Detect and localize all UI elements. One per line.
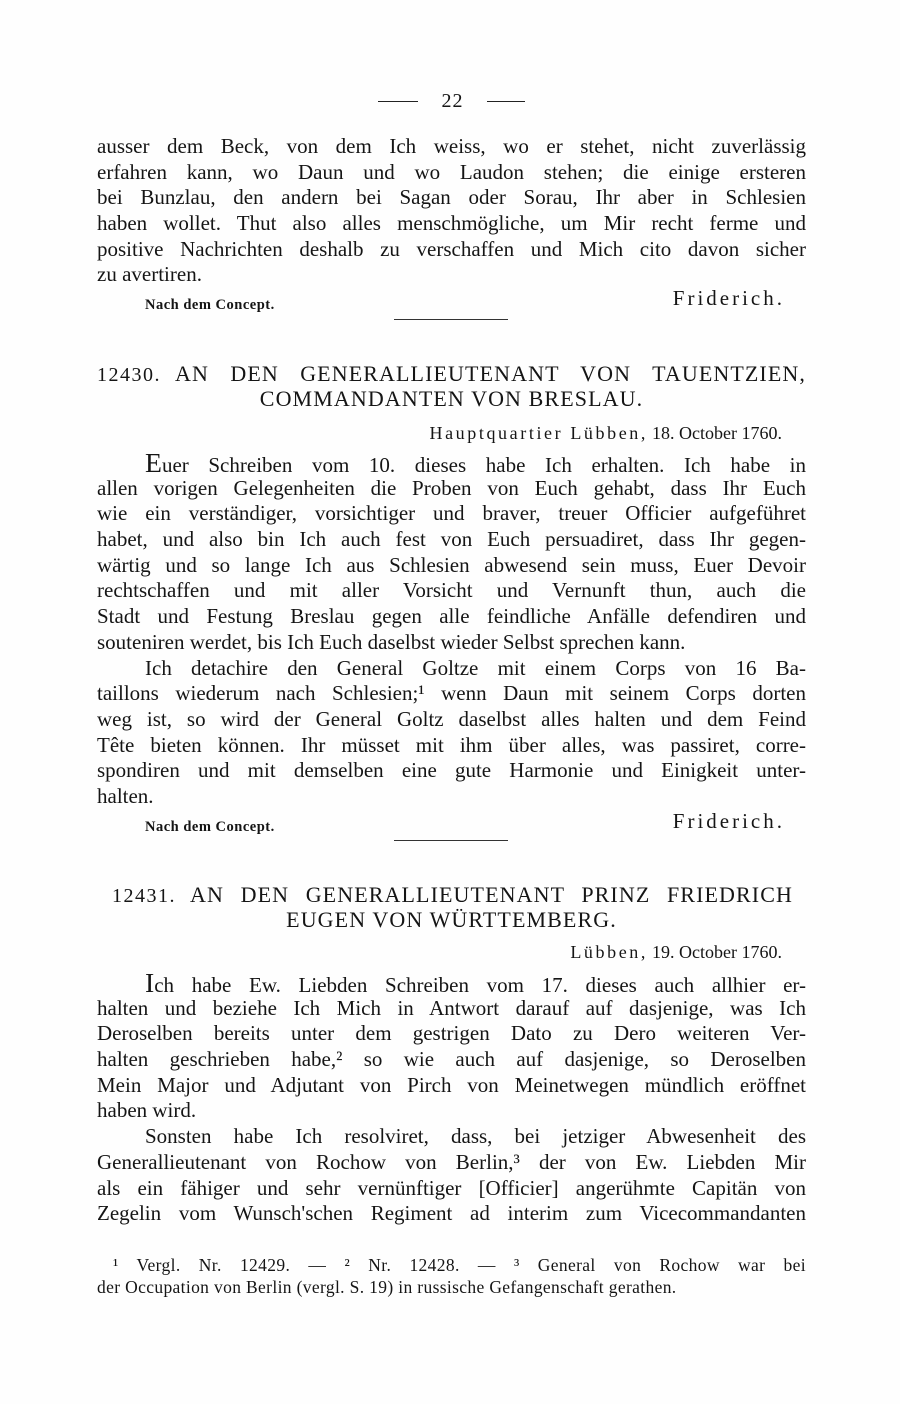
text-line xyxy=(97,447,806,478)
text-line-content: halten und beziehe Ich Mich in Antwort darauf auf dasjenige, was Ich xyxy=(97,995,806,1020)
text-line xyxy=(97,578,806,604)
text-line-content: Stadt und Festung Breslau gegen alle feindliche Anfälle defendiren und xyxy=(97,604,806,629)
text-line-content: weg ist, so wird der General Goltz daselbst alles halten und dem Feind xyxy=(97,706,806,731)
text-line-content: Zegelin vom Wunsch'schen Regiment ad interim zum Vicecommandanten xyxy=(97,1201,806,1226)
text-line xyxy=(97,501,806,527)
text-line-content: positive Nachrichten deshalb zu verschaffen und Mich cito davon sicher xyxy=(97,236,806,261)
text-line xyxy=(97,134,806,160)
text-line-content: wie ein verständiger, vorsichtiger und braver, treuer Officier aufgeführet xyxy=(97,501,806,526)
text-line-content: souteniren werdet, bis Ich Euch daselbst wieder Selbst sprechen kann. xyxy=(97,629,686,654)
text-line xyxy=(97,1098,806,1124)
text-line-content: taillons wiederum nach Schlesien;¹ wenn Daun mit seinem Corps dorten xyxy=(97,681,806,706)
text-line-content: halten. xyxy=(97,783,154,808)
letter-heading-line xyxy=(97,906,806,934)
letter-body xyxy=(97,447,806,810)
text-line xyxy=(97,1201,806,1227)
text-line xyxy=(97,476,806,502)
letter-number: 12431. xyxy=(112,885,176,907)
page-number-rule-left xyxy=(378,101,418,102)
letter-heading-text: AN DEN GENERALLIEUTENANT VON TAUENTZIEN, xyxy=(175,361,806,386)
text-line-content: als ein fähiger und sehr vernünftiger [Officier] angerühmte Capitän von xyxy=(97,1175,806,1200)
letter-heading-text: COMMANDANTEN VON BRESLAU. xyxy=(259,386,644,411)
text-line-content: rechtschaffen und mit aller Vorsicht und Vernunft thun, auch die xyxy=(97,578,806,603)
text-line xyxy=(97,1021,806,1047)
continuation-paragraph xyxy=(97,134,806,288)
text-line xyxy=(97,630,806,656)
letter-number: 12430. xyxy=(97,364,161,386)
letter-dateline xyxy=(570,940,782,964)
letter-heading-line xyxy=(112,881,793,909)
text-line xyxy=(97,784,806,810)
text-line xyxy=(97,185,806,211)
letter-date: 19. October 1760. xyxy=(652,942,782,962)
footnotes xyxy=(97,1254,806,1298)
text-line-content: Sonsten habe Ich resolviret, dass, bei jetziger Abwesenheit des xyxy=(145,1124,806,1149)
text-line-content: Euer Schreiben vom 10. dieses habe Ich erhalten. Ich habe in xyxy=(145,447,806,478)
text-line-content: haben wird. xyxy=(97,1098,197,1123)
text-line-content: Generallieutenant von Rochow von Berlin,³ der von Ew. Liebden Mir xyxy=(97,1149,806,1174)
text-line-content: bei Bunzlau, den andern bei Sagan oder Sorau, Ihr aber in Schlesien xyxy=(97,185,806,210)
footnote-line-content: ¹ Vergl. Nr. 12429. — ² Nr. 12428. — ³ General von Rochow war bei xyxy=(113,1255,806,1275)
text-line-content: Mein Major und Adjutant von Pirch von Meinetwegen mündlich eröffnet xyxy=(97,1072,806,1097)
text-line xyxy=(97,758,806,784)
text-line-content: haben wollet. Thut also alles menschmögliche, um Mir recht ferme und xyxy=(97,211,806,236)
paragraph xyxy=(97,656,806,810)
text-line-content: habet, und also bin Ich auch fest von Euch persuadiret, dass Ihr gegen- xyxy=(97,527,806,552)
text-line xyxy=(97,656,806,682)
text-line xyxy=(97,527,806,553)
text-line xyxy=(97,707,806,733)
text-line-content: erfahren kann, wo Daun und wo Laudon stehen; die einige ersteren xyxy=(97,159,806,184)
text-line xyxy=(97,604,806,630)
section-divider xyxy=(394,840,508,841)
page-number: 22 xyxy=(441,90,464,112)
page-number-rule-right xyxy=(487,101,525,102)
text-line-content: Ich detachire den General Goltze mit einem Corps von 16 Ba- xyxy=(145,655,806,680)
text-line xyxy=(97,1150,806,1176)
source-note: Nach dem Concept. xyxy=(145,819,275,835)
text-line xyxy=(97,733,806,759)
text-line-content: zu avertiren. xyxy=(97,262,202,287)
text-line xyxy=(97,996,806,1022)
text-line-content: Tête bieten können. Ihr müsset mit ihm über alles, was passiret, corre- xyxy=(97,732,806,757)
text-line xyxy=(97,160,806,186)
text-line xyxy=(97,237,806,263)
text-line xyxy=(97,1176,806,1202)
letter-heading-text: AN DEN GENERALLIEUTENANT PRINZ FRIEDRICH xyxy=(190,882,793,907)
text-line-content: allen vorigen Gelegenheiten die Proben von Euch gehabt, dass Ihr Euch xyxy=(97,475,806,500)
letter-body xyxy=(97,967,806,1227)
footnote-line-content: der Occupation von Berlin (vergl. S. 19) in russische Gefangenschaft gerathen. xyxy=(97,1277,677,1297)
letter-place: Lübben, xyxy=(570,942,649,962)
text-line xyxy=(97,211,806,237)
letter-date: 18. October 1760. xyxy=(652,423,782,443)
paragraph xyxy=(97,1124,806,1227)
letter-place: Hauptquartier Lübben, xyxy=(429,423,649,443)
footnote-line xyxy=(97,1254,806,1276)
text-line xyxy=(97,1047,806,1073)
section-divider xyxy=(394,319,508,320)
text-line-content: ausser dem Beck, von dem Ich weiss, wo er stehet, nicht zuverlässig xyxy=(97,134,806,158)
text-line-content: spondiren und mit demselben eine gute Harmonie und Einigkeit unter- xyxy=(97,758,806,783)
letter-heading-text: EUGEN VON WÜRTTEMBERG. xyxy=(286,907,617,932)
text-line xyxy=(97,681,806,707)
letter-heading-line xyxy=(97,385,806,413)
signature: Friderich. xyxy=(672,286,785,310)
text-line xyxy=(97,1124,806,1150)
text-line-content: Deroselben bereits unter dem gestrigen Dato zu Dero weiteren Ver- xyxy=(97,1021,806,1046)
text-line xyxy=(97,1073,806,1099)
letter-dateline xyxy=(429,421,782,445)
text-line-content: Ich habe Ew. Liebden Schreiben vom 17. dieses auch allhier er- xyxy=(145,967,806,998)
text-line xyxy=(97,553,806,579)
letter-heading-line xyxy=(97,360,806,388)
paragraph xyxy=(97,967,806,1124)
paragraph xyxy=(97,447,806,656)
signature: Friderich. xyxy=(672,809,785,833)
text-line-content: halten geschrieben habe,² so wie auch auf dasjenige, so Deroselben xyxy=(97,1047,806,1072)
footnote-line xyxy=(97,1276,806,1298)
source-note: Nach dem Concept. xyxy=(145,297,275,313)
page-header xyxy=(378,89,525,113)
text-line xyxy=(97,967,806,998)
text-line-content: wärtig und so lange Ich aus Schlesien abwesend sein muss, Euer Devoir xyxy=(97,552,806,577)
